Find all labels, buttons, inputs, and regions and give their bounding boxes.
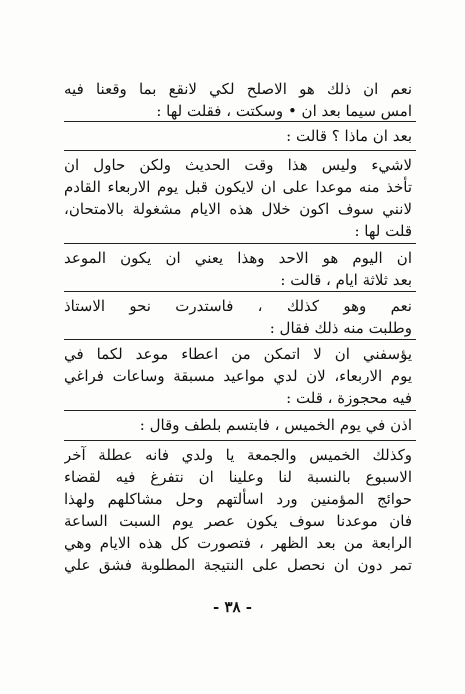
text-line: لاشيء وليس هذا وقت الحديث ولكن حاول ان	[64, 156, 412, 174]
text-line: فيه محجوزة ، قلت :	[286, 389, 412, 407]
paragraph	[64, 78, 412, 122]
text-line: اذن في يوم الخميس ، فابتسم بلطف وقال :	[139, 416, 412, 434]
text-line: يؤسفني ان لا اتمكن من اعطاء موعد لكما في	[64, 345, 412, 363]
text-line: قلت لها :	[354, 222, 412, 240]
text-line: تأخذ منه موعدا على ان لايكون قبل يوم الاربعاء القادم	[64, 178, 412, 196]
text-line: لانني سوف اكون خلال هذه الايام مشغولة بالامتحان،	[64, 200, 412, 218]
paragraph	[64, 154, 412, 242]
text-line: وكذلك الخميس والجمعة يا ولدي فانه عطلة آخر	[64, 446, 412, 464]
paragraph	[64, 247, 412, 291]
paragraph-divider	[64, 339, 416, 340]
text-line: ان اليوم هو الاحد وهذا يعني ان يكون الموعد	[64, 249, 412, 267]
text-line: حوائج المؤمنين ورد اسألتهم وحل مشاكلهم ولهذا	[64, 490, 412, 508]
text-line: الرابعة من بعد الظهر ، فتصورت كل هذه الايام وهي	[64, 534, 412, 552]
text-line: فان موعدنا سوف يكون عصر يوم السبت الساعة	[64, 512, 412, 530]
paragraph-divider	[64, 243, 416, 244]
text-line: بعد ان ماذا ؟ قالت :	[286, 127, 412, 145]
text-line: تمر دون ان نحصل على النتيجة المطلوبة فشق علي	[64, 556, 412, 574]
paragraph-divider	[64, 291, 416, 292]
text-line: امس سيما بعد ان • وسكتت ، فقلت لها :	[156, 102, 412, 120]
text-line: نعم ان ذلك هو الاصلح لكي لانقع بما وقعنا فيه	[64, 80, 412, 98]
paragraph-divider	[64, 410, 416, 411]
paragraph-divider	[64, 121, 416, 122]
text-line: يوم الاربعاء، لان لدي مواعيد مسبقة وساعات فراغي	[64, 367, 412, 385]
text-line: نعم وهو كذلك ، فاستدرت نحو الاستاذ	[64, 297, 412, 315]
paragraph	[64, 295, 412, 339]
paragraph-divider	[64, 150, 416, 151]
paragraph	[64, 343, 412, 409]
paragraph	[64, 125, 412, 147]
text-line: بعد ثلاثة ايام ، قالت :	[280, 271, 412, 289]
paragraph	[64, 414, 412, 436]
paragraph	[64, 444, 412, 576]
paragraph-divider	[64, 440, 416, 441]
text-line: وطلبت منه ذلك فقال :	[269, 319, 412, 337]
page-number: - ٣٨ -	[212, 598, 253, 616]
text-line: الاسبوع بالنسبة لنا وعلينا ان نتفرغ فيه لقضاء	[64, 468, 412, 486]
